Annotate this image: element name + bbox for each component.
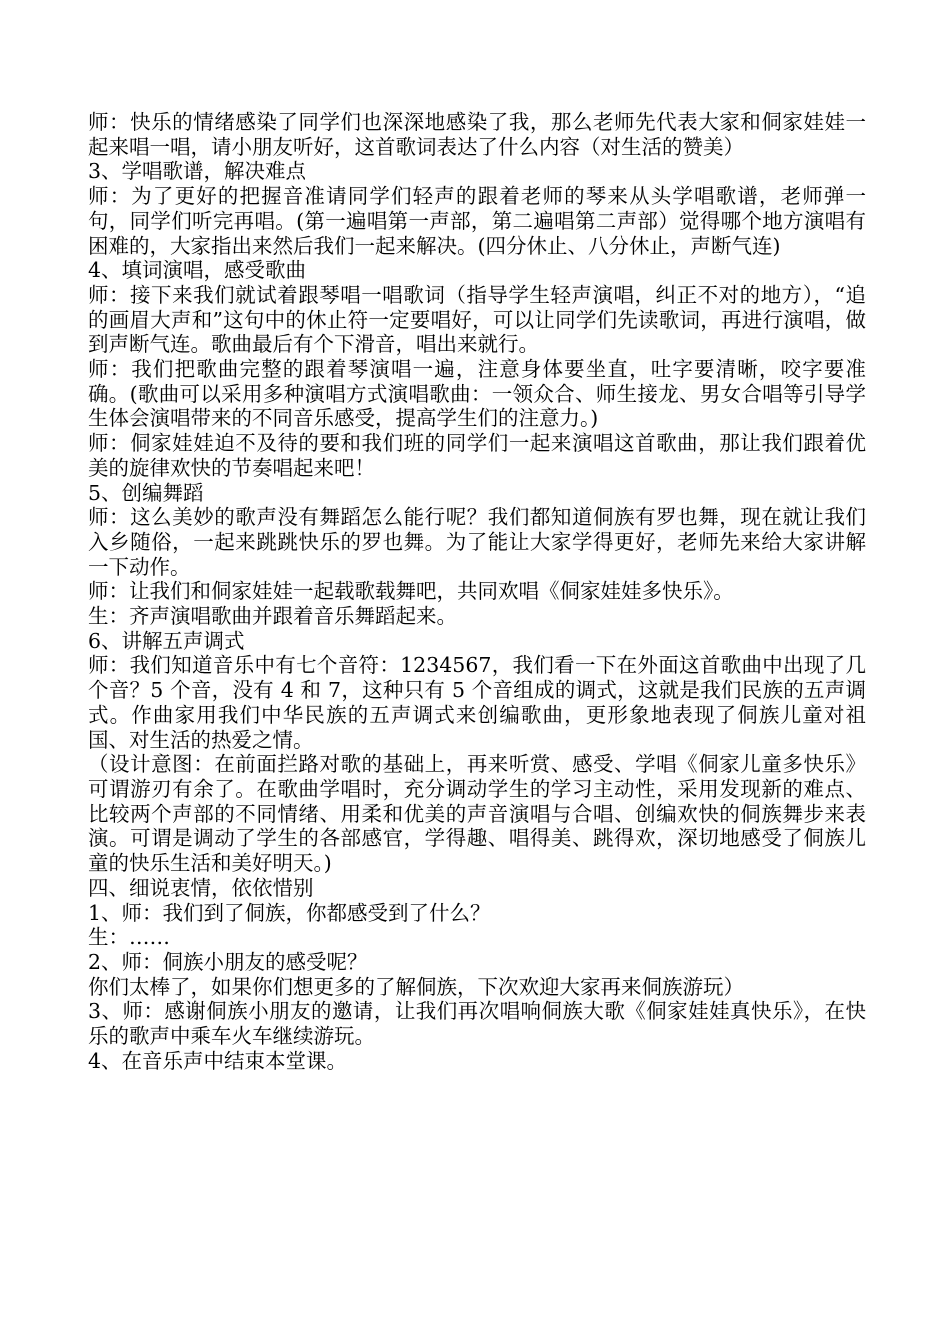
document-body (88, 110, 866, 1073)
paragraph-design-intent: （设计意图：在前面拦路对歌的基础上，再来听赏、感受、学唱《侗家儿童多快乐》可谓游刃有余了。在歌曲学唱时，充分调动学生的学习主动性，采用发现新的难点、比较两个声部的不同情绪、用柔和优美的声音演唱与合唱、创编欢快的侗族舞步来表演。可谓是调动了学生的各部感官，学得趣、唱得美、跳得欢，深切地感受了侗族儿童的快乐生活和美好明天。) (88, 752, 866, 876)
heading-learn-score: 3、学唱歌谱，解决难点 (88, 159, 307, 184)
paragraph-farewell-2: 2、师：侗族小朋友的感受呢？ (88, 949, 368, 974)
paragraph-farewell-3: 3、师：感谢侗族小朋友的邀请，让我们再次唱响侗族大歌《侗家娃娃真快乐》，在快乐的歌声中乘车火车继续游玩。 (88, 999, 866, 1049)
paragraph-student-answer: 生：…… (88, 925, 170, 950)
paragraph-teacher-lyrics: 师：接下来我们就试着跟琴唱一唱歌词（指导学生轻声演唱，纠正不对的地方），“追的画眉大声和”这句中的休止符一定要唱好，可以让同学们先读歌词，再进行演唱，做到声断气连。歌曲最后有个下滑音，唱出来就行。 (88, 282, 866, 357)
paragraph-teacher-pentatonic: 师：我们知道音乐中有七个音符：1234567，我们看一下在外面这首歌曲中出现了几个音？5 个音，没有 4 和 7，这种只有 5 个音组成的调式，这就是我们民族的五声调式。作曲家用我们中华民族的五声调式来创编歌曲，更形象地表现了侗族儿童对祖国、对生活的热爱之情。 (88, 653, 866, 752)
paragraph-teacher-celebrate: 师：让我们和侗家娃娃一起载歌载舞吧，共同欢唱《侗家娃娃多快乐》。 (88, 579, 734, 604)
heading-fill-lyrics: 4、填词演唱，感受歌曲 (88, 258, 307, 283)
paragraph-teacher-score: 师：为了更好的把握音准请同学们轻声的跟着老师的琴来从头学唱歌谱，老师弹一句，同学们听完再唱。(第一遍唱第一声部，第二遍唱第二声部）觉得哪个地方演唱有困难的，大家指出来然后我们一起来解决。(四分休止、八分休止，声断气连) (88, 184, 866, 258)
paragraph-farewell-4: 4、在音乐声中结束本堂课。 (88, 1048, 348, 1073)
heading-create-dance: 5、创编舞蹈 (88, 480, 204, 505)
paragraph-teacher-intro: 师：快乐的情绪感染了同学们也深深地感染了我，那么老师先代表大家和侗家娃娃一起来唱一唱，请小朋友听好，这首歌词表达了什么内容（对生活的赞美） (88, 110, 866, 159)
paragraph-teacher-dance: 师：这么美妙的歌声没有舞蹈怎么能行呢？我们都知道侗族有罗也舞，现在就让我们入乡随俗，一起来跳跳快乐的罗也舞。为了能让大家学得更好，老师先来给大家讲解一下动作。 (88, 505, 866, 579)
paragraph-teacher-full-song: 师：我们把歌曲完整的跟着琴演唱一遍，注意身体要坐直，吐字要清晰，咬字要准确。(歌曲可以采用多种演唱方式演唱歌曲：一领众合、师生接龙、男女合唱等引导学生体会演唱带来的不同音乐感受，提高学生们的注意力。) (88, 357, 866, 431)
paragraph-teacher-sing-together: 师：侗家娃娃迫不及待的要和我们班的同学们一起来演唱这首歌曲，那让我们跟着优美的旋律欢快的节奏唱起来吧！ (88, 431, 866, 480)
paragraph-farewell-praise: 你们太棒了，如果你们想更多的了解侗族，下次欢迎大家再来侗族游玩） (88, 974, 744, 999)
heading-farewell: 四、细说衷情，依依惜别 (88, 875, 314, 900)
paragraph-student-sing: 生：齐声演唱歌曲并跟着音乐舞蹈起来。 (88, 604, 457, 629)
heading-pentatonic: 6、讲解五声调式 (88, 628, 245, 653)
paragraph-farewell-1: 1、师：我们到了侗族，你都感受到了什么？ (88, 900, 491, 925)
